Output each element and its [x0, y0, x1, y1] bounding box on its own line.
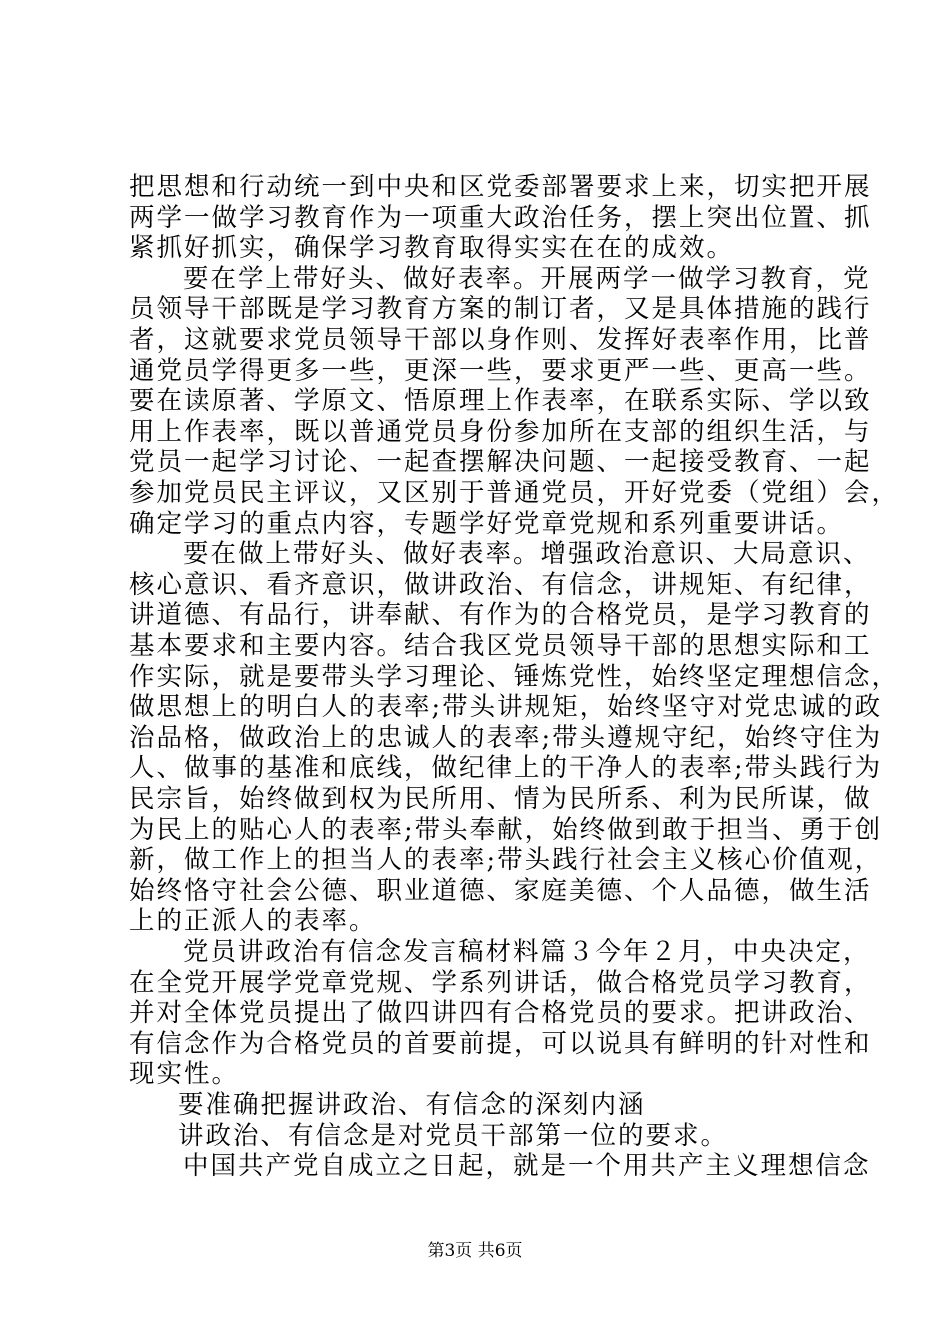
paragraph-start: 要在做上带好头、做好表率。增强政治意识、大局意识、 [183, 539, 871, 570]
page-number-footer: 第3页 共6页 [427, 1241, 523, 1261]
paragraph-start: 讲政治、有信念是对党员干部第一位的要求。 [178, 1120, 729, 1151]
section-heading: 要准确把握讲政治、有信念的深刻内涵 [178, 1090, 646, 1120]
text-line: 有信念作为合格党员的首要前提，可以说具有鲜明的针对性和 [129, 1028, 872, 1059]
text-line: 人、做事的基准和底线，做纪律上的干净人的表率;带头践行为 [129, 753, 883, 784]
text-line: 在全党开展学党章党规、学系列讲话，做合格党员学习教育， [129, 967, 872, 998]
text-line: 者，这就要求党员领导干部以身作则、发挥好表率作用，比普 [129, 325, 872, 355]
text-line: 新，做工作上的担当人的表率;带头践行社会主义核心价值观， [129, 845, 883, 876]
text-line: 为民上的贴心人的表率;带头奉献，始终做到敢于担当、勇于创 [129, 814, 883, 845]
text-line: 员领导干部既是学习教育方案的制订者，又是具体措施的践行 [129, 294, 872, 325]
text-line: 要在读原著、学原文、悟原理上作表率，在联系实际、学以致 [129, 386, 872, 417]
paragraph-start: 要在学上带好头、做好表率。开展两学一做学习教育，党 [183, 263, 871, 294]
text-line: 把思想和行动统一到中央和区党委部署要求上来，切实把开展 [129, 172, 872, 202]
text-line: 两学一做学习教育作为一项重大政治任务，摆上突出位置、抓 [129, 202, 872, 233]
text-line: 始终恪守社会公德、职业道德、家庭美德、个人品德，做生活 [129, 875, 872, 906]
text-line: 核心意识、看齐意识，做讲政治、有信念，讲规矩、有纪律， [129, 569, 872, 600]
text-line: 紧抓好抓实，确保学习教育取得实实在在的成效。 [129, 233, 735, 264]
paragraph-start: 党员讲政治有信念发言稿材料篇３今年２月，中央决定， [183, 937, 871, 967]
text-line: 党员一起学习讨论、一起查摆解决问题、一起接受教育、一起 [129, 447, 872, 478]
text-line: 确定学习的重点内容，专题学好党章党规和系列重要讲话。 [129, 508, 845, 539]
text-line: 作实际，就是要带头学习理论、锤炼党性，始终坚定理想信念， [129, 661, 900, 692]
paragraph-start: 中国共产党自成立之日起，就是一个用共产主义理想信念 [183, 1151, 871, 1182]
text-line: 用上作表率，既以普通党员身份参加所在支部的组织生活，与 [129, 416, 872, 447]
text-line: 参加党员民主评议，又区别于普通党员，开好党委（党组）会， [129, 478, 900, 508]
text-line: 民宗旨，始终做到权为民所用、情为民所系、利为民所谋，做 [129, 784, 872, 814]
text-line: 上的正派人的表率。 [129, 906, 377, 937]
text-line: 讲道德、有品行，讲奉献、有作为的合格党员，是学习教育的 [129, 600, 872, 631]
text-line: 治品格，做政治上的忠诚人的表率;带头遵规守纪，始终守住为 [129, 722, 883, 753]
text-line: 做思想上的明白人的表率;带头讲规矩，始终坚守对党忠诚的政 [129, 692, 883, 723]
text-line: 现实性。 [129, 1059, 240, 1090]
text-line: 并对全体党员提出了做四讲四有合格党员的要求。把讲政治、 [129, 998, 872, 1029]
text-line: 基本要求和主要内容。结合我区党员领导干部的思想实际和工 [129, 631, 872, 661]
text-line: 通党员学得更多一些，更深一些，要求更严一些、更高一些。 [129, 355, 872, 386]
